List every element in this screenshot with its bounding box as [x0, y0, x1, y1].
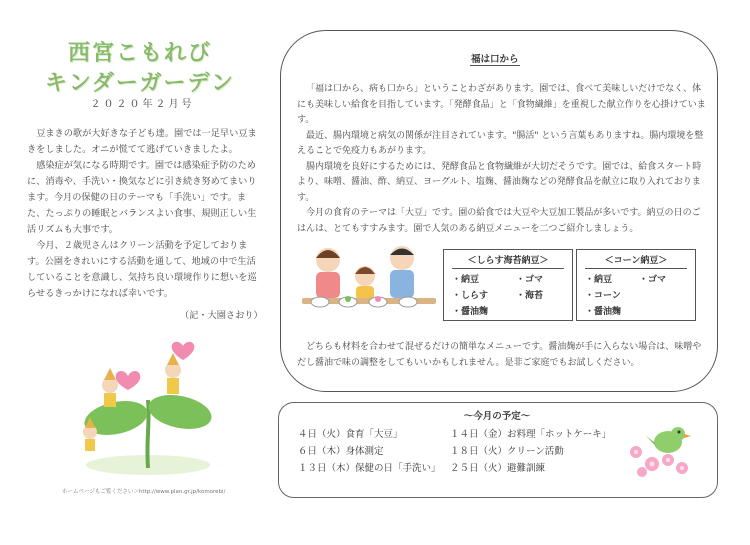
ingredient: ・海苔 — [516, 291, 544, 301]
ingredient: ・醤油麹 — [452, 307, 489, 317]
closing-text — [297, 340, 707, 371]
ingredient: ・しらす — [452, 291, 489, 301]
issue-date: ２０２０年２月号 — [90, 99, 195, 110]
main-paragraph-1: 「福は口から、病も口から」ということわざがあります。園では、食べて美味しいだけでなく、体にも美味しい給食を目指しています。「発酵食品」と「食物繊維」を重視した献立作りを心掛けています。 — [297, 84, 706, 125]
children-leaves-illustration — [78, 340, 218, 480]
left-paragraph-3: 今月、２歳児さんはクリーン活動を予定しております。公園をきれいにする活動を通して、地域の中で生活していることを意識し、気持ち良い環境作りに想いを巡らせるきっかけになれば幸いです。 — [27, 240, 257, 299]
schedule-title: ～今月の予定～ — [463, 411, 531, 422]
ingredient: ・コーン — [585, 291, 621, 301]
schedule-item: ４日（火）食育「大豆」 — [298, 429, 403, 440]
ingredient: ・醤油麹 — [585, 307, 622, 317]
main-paragraph-3: 腸内環境を良好にするためには、発酵食品と食物繊維が大切だそうです。園では、給食スタート時より、味噌、醤油、酢、納豆、ヨーグルト、塩麹、醤油麹などの発酵食品を献立に取り入れております。 — [297, 161, 702, 203]
ingredient: ・ゴマ — [639, 275, 667, 285]
signature: （記・大園さおり） — [180, 310, 263, 321]
main-paragraph-4: 今月の食育のテーマは「大豆」です。園の給食では大豆や大豆加工製品が多いです。納豆の日のごはんは、とてもすすみます。園で人気のある納豆メニューを二つご紹介しましょう。 — [297, 208, 701, 234]
recipe-box-corn — [576, 249, 696, 321]
newsletter-title-line2: キンダーガーデン — [44, 71, 236, 96]
recipe-title: ＜しらす海苔納豆＞ — [452, 253, 564, 269]
newsletter-title-line1: 西宮こもれび — [67, 41, 212, 66]
schedule-item: １８日（火）クリーン活動 — [450, 446, 564, 457]
left-paragraph-2: 感染症が気になる時期です。園では感染症予防のために、消毒や、手洗い・換気などに引き続き努めてまいります。今月の保健の日のテーマも「手洗い」です。また、たっぷりの睡眠とバランスよい食事、規則正しい生活リズムも大事です。 — [27, 160, 257, 235]
main-paragraph-2: 最近、腸内環境と病気の関係が注目されています。"腸活" という言葉もありますね。腸内環境を整えることで免疫力もあがります。 — [297, 130, 704, 156]
left-column-text — [27, 126, 263, 302]
recipe-title: ＜コーン納豆＞ — [585, 253, 687, 269]
ingredient: ・ゴマ — [516, 275, 544, 285]
family-meal-illustration — [298, 240, 440, 318]
left-paragraph-1: 豆まきの歌が大好きな子ども達。園では一足早い豆まきをしました。オニが慌てて逃げていきましたよ。 — [27, 128, 257, 155]
bird-flowers-illustration — [624, 420, 698, 482]
schedule-item: ６日（木）身体測定 — [298, 446, 384, 457]
main-article-text — [297, 82, 707, 237]
closing-paragraph: どちらも材料を合わせて混ぜるだけの簡単なメニューです。醤油麹が手に入らない場合は、味噌やだし醤油で味の調整をしてもいいかもしれません。是非ご家庭でもお試しください。 — [297, 342, 702, 368]
schedule-item: ２５日（火）避難訓練 — [450, 463, 546, 474]
ingredient: ・納豆 — [585, 275, 613, 285]
schedule-item: １４日（金）お料理「ホットケーキ」 — [450, 429, 612, 440]
homepage-footer: ホームページもご覧ください＞http://www.plan.gr.jp/komorebi/ — [62, 489, 226, 495]
schedule-item: １３日（木）保健の日「手洗い」 — [298, 463, 441, 474]
ingredient: ・納豆 — [452, 275, 480, 285]
main-article-heading: 福は口から — [470, 51, 520, 66]
recipe-box-shirasu-nori — [443, 249, 573, 321]
